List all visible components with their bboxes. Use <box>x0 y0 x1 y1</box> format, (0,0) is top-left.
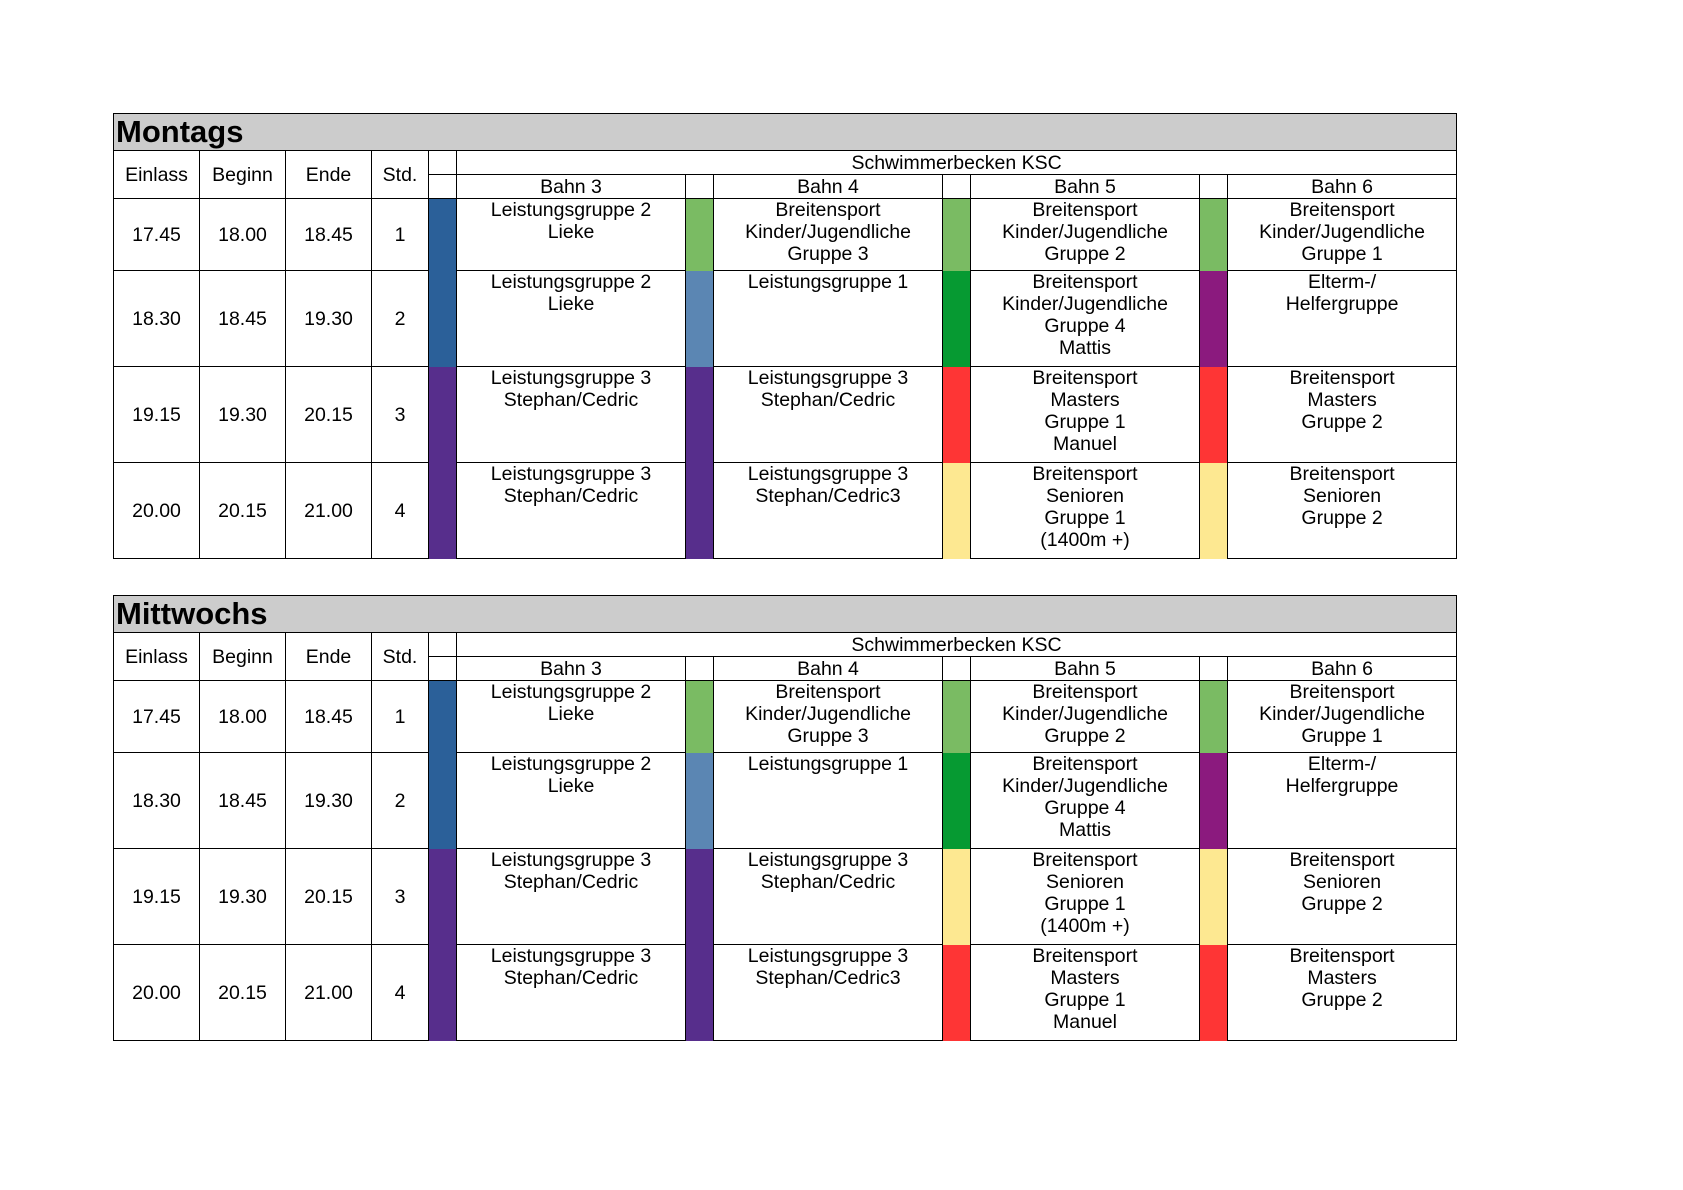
lane-text-line: Breitensport <box>775 681 881 703</box>
header-color-blank <box>686 175 714 199</box>
lane-text-line: Masters <box>1307 967 1377 989</box>
lane-cell-bahn3 <box>457 681 686 753</box>
lane-cell-bahn4 <box>714 681 943 753</box>
lane-color-marker <box>429 753 457 849</box>
lane-text-line: Helfergruppe <box>1285 293 1399 315</box>
time-einlass: 19.15 <box>114 367 200 463</box>
time-ende: 21.00 <box>286 945 372 1041</box>
lane-color-marker <box>686 849 714 945</box>
header-std: Std. <box>372 633 429 681</box>
lane-text-line: Stephan/Cedric <box>503 871 639 893</box>
header-ende: Ende <box>286 633 372 681</box>
header-pool: Schwimmerbecken KSC <box>457 633 1457 657</box>
lane-color-marker <box>429 849 457 945</box>
lane-text-line: Gruppe 4 <box>1044 315 1126 337</box>
time-std: 1 <box>372 681 429 753</box>
lane-text-line: Stephan/Cedric3 <box>755 967 901 989</box>
lane-cell-bahn5 <box>971 753 1200 849</box>
lane-text-line: Kinder/Jugendliche <box>1002 221 1168 243</box>
time-ende: 18.45 <box>286 681 372 753</box>
time-ende: 20.15 <box>286 367 372 463</box>
lane-cell-bahn3 <box>457 945 686 1041</box>
lane-text-line: Stephan/Cedric <box>503 389 639 411</box>
lane-cell-bahn4 <box>714 463 943 559</box>
time-std: 3 <box>372 849 429 945</box>
lane-cell-bahn3 <box>457 753 686 849</box>
lane-text-line: Breitensport <box>1032 463 1138 485</box>
header-beginn: Beginn <box>200 151 286 199</box>
lane-cell-bahn5 <box>971 945 1200 1041</box>
lane-text-line: Kinder/Jugendliche <box>1002 703 1168 725</box>
header-bahn6: Bahn 6 <box>1228 175 1457 199</box>
time-std: 4 <box>372 945 429 1041</box>
table-row <box>114 463 1457 559</box>
time-einlass: 19.15 <box>114 849 200 945</box>
lane-text-line: Gruppe 1 <box>1044 893 1126 915</box>
lane-text-line: Gruppe 1 <box>1044 989 1126 1011</box>
time-beginn: 20.15 <box>200 463 286 559</box>
time-ende: 19.30 <box>286 753 372 849</box>
lane-text-line: Gruppe 4 <box>1044 797 1126 819</box>
lane-text-line: Senioren <box>1045 485 1125 507</box>
lane-text-line: Gruppe 2 <box>1301 507 1383 529</box>
lane-text-line: Leistungsgruppe 3 <box>490 945 652 967</box>
header-bahn4: Bahn 4 <box>714 175 943 199</box>
lane-text-line: Gruppe 1 <box>1301 243 1383 265</box>
lane-color-marker <box>943 849 971 945</box>
lane-cell-bahn4 <box>714 199 943 271</box>
time-std: 1 <box>372 199 429 271</box>
lane-text-line: Manuel <box>1053 433 1117 455</box>
lane-text-line: Gruppe 2 <box>1044 725 1126 747</box>
lane-text-line: Gruppe 1 <box>1044 507 1126 529</box>
lane-cell-bahn6 <box>1228 753 1457 849</box>
header-einlass: Einlass <box>114 633 200 681</box>
schedule-rows <box>114 681 1457 1041</box>
lane-text-line: Gruppe 2 <box>1301 411 1383 433</box>
lane-text-line: Gruppe 3 <box>787 725 869 747</box>
lane-text-line: Leistungsgruppe 2 <box>490 753 652 775</box>
lane-text-line: Lieke <box>547 775 595 797</box>
lane-text-line: Breitensport <box>1032 367 1138 389</box>
lane-text-line: Breitensport <box>1032 199 1138 221</box>
header-spacer <box>429 633 457 657</box>
header-color-blank <box>943 175 971 199</box>
lane-text-line: Leistungsgruppe 3 <box>490 367 652 389</box>
lane-text-line: Masters <box>1307 389 1377 411</box>
lane-text-line: Breitensport <box>1032 849 1138 871</box>
table-row <box>114 199 1457 271</box>
time-beginn: 18.00 <box>200 199 286 271</box>
lane-cell-bahn3 <box>457 463 686 559</box>
time-std: 4 <box>372 463 429 559</box>
lane-cell-bahn6 <box>1228 367 1457 463</box>
day-title: Mittwochs <box>114 596 1457 633</box>
lane-text-line: Leistungsgruppe 2 <box>490 271 652 293</box>
time-beginn: 19.30 <box>200 849 286 945</box>
table-row <box>114 681 1457 753</box>
lane-color-marker <box>943 367 971 463</box>
lane-text-line: Mattis <box>1058 819 1111 841</box>
lane-cell-bahn5 <box>971 199 1200 271</box>
lane-cell-bahn5 <box>971 271 1200 367</box>
lane-text-line: Breitensport <box>1289 681 1395 703</box>
lane-cell-bahn6 <box>1228 849 1457 945</box>
lane-color-marker <box>1200 753 1228 849</box>
header-color-blank <box>1200 657 1228 681</box>
header-color-blank <box>943 657 971 681</box>
time-einlass: 17.45 <box>114 199 200 271</box>
lane-text-line: Masters <box>1050 967 1120 989</box>
lane-text-line: Breitensport <box>1032 271 1138 293</box>
lane-text-line: Breitensport <box>1289 945 1395 967</box>
table-row <box>114 945 1457 1041</box>
time-beginn: 19.30 <box>200 367 286 463</box>
lane-text-line: Breitensport <box>1289 367 1395 389</box>
lane-text-line: Kinder/Jugendliche <box>1259 221 1425 243</box>
lane-cell-bahn5 <box>971 849 1200 945</box>
lane-text-line: Breitensport <box>1289 849 1395 871</box>
lane-text-line: Kinder/Jugendliche <box>1002 293 1168 315</box>
lane-text-line: Leistungsgruppe 3 <box>747 463 909 485</box>
schedule-rows <box>114 199 1457 559</box>
lane-text-line: Breitensport <box>1032 945 1138 967</box>
header-std: Std. <box>372 151 429 199</box>
header-pool: Schwimmerbecken KSC <box>457 151 1457 175</box>
lane-color-marker <box>429 463 457 559</box>
lane-text-line: Senioren <box>1303 871 1382 893</box>
time-std: 2 <box>372 753 429 849</box>
time-std: 2 <box>372 271 429 367</box>
time-ende: 21.00 <box>286 463 372 559</box>
time-beginn: 20.15 <box>200 945 286 1041</box>
lane-text-line: Stephan/Cedric <box>503 485 639 507</box>
time-einlass: 17.45 <box>114 681 200 753</box>
header-color-blank <box>1200 175 1228 199</box>
lane-cell-bahn6 <box>1228 199 1457 271</box>
lane-text-line: Senioren <box>1303 485 1382 507</box>
table-row <box>114 271 1457 367</box>
lane-color-marker <box>943 463 971 559</box>
lane-text-line: Gruppe 1 <box>1301 725 1383 747</box>
lane-color-marker <box>943 681 971 753</box>
lane-color-marker <box>429 681 457 753</box>
time-beginn: 18.45 <box>200 271 286 367</box>
lane-text-line: Leistungsgruppe 2 <box>490 681 652 703</box>
lane-color-marker <box>686 367 714 463</box>
header-spacer <box>429 151 457 175</box>
lane-cell-bahn4 <box>714 753 943 849</box>
lane-text-line: Leistungsgruppe 3 <box>747 849 909 871</box>
lane-text-line: Stephan/Cedric <box>760 871 896 893</box>
lane-text-line: Gruppe 2 <box>1044 243 1126 265</box>
time-beginn: 18.00 <box>200 681 286 753</box>
lane-color-marker <box>686 681 714 753</box>
lane-text-line: Leistungsgruppe 3 <box>490 849 652 871</box>
lane-text-line: (1400m +) <box>1040 529 1130 551</box>
lane-cell-bahn3 <box>457 199 686 271</box>
lane-text-line: Gruppe 2 <box>1301 893 1383 915</box>
header-bahn5: Bahn 5 <box>971 175 1200 199</box>
time-ende: 19.30 <box>286 271 372 367</box>
lane-text-line: Leistungsgruppe 3 <box>747 367 909 389</box>
lane-cell-bahn3 <box>457 367 686 463</box>
lane-text-line: Stephan/Cedric3 <box>755 485 901 507</box>
header-ende: Ende <box>286 151 372 199</box>
lane-text-line: Breitensport <box>1289 199 1395 221</box>
lane-color-marker <box>686 271 714 367</box>
lane-text-line: Lieke <box>547 293 595 315</box>
lane-cell-bahn6 <box>1228 463 1457 559</box>
lane-text-line: Elterm-/ <box>1307 753 1377 775</box>
lane-color-marker <box>1200 681 1228 753</box>
lane-text-line: Leistungsgruppe 3 <box>490 463 652 485</box>
time-ende: 18.45 <box>286 199 372 271</box>
lane-color-marker <box>943 753 971 849</box>
lane-text-line: Breitensport <box>1032 681 1138 703</box>
header-bahn6: Bahn 6 <box>1228 657 1457 681</box>
lane-text-line: Kinder/Jugendliche <box>1259 703 1425 725</box>
lane-cell-bahn4 <box>714 367 943 463</box>
lane-color-marker <box>686 199 714 271</box>
lane-text-line: Gruppe 1 <box>1044 411 1126 433</box>
lane-color-marker <box>429 271 457 367</box>
time-einlass: 18.30 <box>114 271 200 367</box>
header-color-blank <box>429 175 457 199</box>
table-row <box>114 849 1457 945</box>
lane-color-marker <box>429 199 457 271</box>
lane-text-line: Manuel <box>1053 1011 1117 1033</box>
lane-color-marker <box>1200 849 1228 945</box>
lane-text-line: Breitensport <box>775 199 881 221</box>
lane-text-line: Stephan/Cedric <box>760 389 896 411</box>
table-row <box>114 753 1457 849</box>
lane-text-line: Gruppe 3 <box>787 243 869 265</box>
lane-color-marker <box>943 945 971 1041</box>
lane-text-line: Lieke <box>547 221 595 243</box>
lane-cell-bahn5 <box>971 463 1200 559</box>
lane-color-marker <box>1200 463 1228 559</box>
lane-text-line: (1400m +) <box>1040 915 1130 937</box>
lane-cell-bahn5 <box>971 681 1200 753</box>
lane-cell-bahn4 <box>714 271 943 367</box>
lane-text-line: Kinder/Jugendliche <box>1002 775 1168 797</box>
header-bahn3: Bahn 3 <box>457 175 686 199</box>
lane-text-line: Breitensport <box>1289 463 1395 485</box>
lane-color-marker <box>429 367 457 463</box>
lane-color-marker <box>1200 271 1228 367</box>
lane-text-line: Leistungsgruppe 2 <box>490 199 652 221</box>
lane-color-marker <box>686 945 714 1041</box>
schedule-table-montags <box>113 113 1457 559</box>
lane-color-marker <box>429 945 457 1041</box>
time-ende: 20.15 <box>286 849 372 945</box>
header-beginn: Beginn <box>200 633 286 681</box>
header-color-blank <box>429 657 457 681</box>
time-einlass: 20.00 <box>114 945 200 1041</box>
lane-text-line: Leistungsgruppe 3 <box>747 945 909 967</box>
lane-text-line: Mattis <box>1058 337 1111 359</box>
lane-text-line: Helfergruppe <box>1285 775 1399 797</box>
lane-cell-bahn6 <box>1228 271 1457 367</box>
lane-cell-bahn6 <box>1228 681 1457 753</box>
lane-text-line: Leistungsgruppe 1 <box>747 753 909 775</box>
header-einlass: Einlass <box>114 151 200 199</box>
lane-cell-bahn5 <box>971 367 1200 463</box>
header-bahn3: Bahn 3 <box>457 657 686 681</box>
time-std: 3 <box>372 367 429 463</box>
day-title: Montags <box>114 114 1457 151</box>
lane-text-line: Gruppe 2 <box>1301 989 1383 1011</box>
lane-text-line: Lieke <box>547 703 595 725</box>
lane-cell-bahn3 <box>457 849 686 945</box>
header-bahn5: Bahn 5 <box>971 657 1200 681</box>
lane-color-marker <box>1200 199 1228 271</box>
lane-color-marker <box>1200 945 1228 1041</box>
lane-text-line: Senioren <box>1045 871 1125 893</box>
lane-cell-bahn6 <box>1228 945 1457 1041</box>
lane-color-marker <box>1200 367 1228 463</box>
header-color-blank <box>686 657 714 681</box>
time-beginn: 18.45 <box>200 753 286 849</box>
lane-text-line: Elterm-/ <box>1307 271 1377 293</box>
schedule-table-mittwochs <box>113 595 1457 1041</box>
lane-text-line: Kinder/Jugendliche <box>745 703 911 725</box>
lane-cell-bahn4 <box>714 945 943 1041</box>
lane-cell-bahn3 <box>457 271 686 367</box>
lane-text-line: Breitensport <box>1032 753 1138 775</box>
lane-cell-bahn4 <box>714 849 943 945</box>
header-bahn4: Bahn 4 <box>714 657 943 681</box>
time-einlass: 20.00 <box>114 463 200 559</box>
lane-color-marker <box>943 271 971 367</box>
lane-text-line: Kinder/Jugendliche <box>745 221 911 243</box>
lane-text-line: Leistungsgruppe 1 <box>747 271 909 293</box>
lane-color-marker <box>943 199 971 271</box>
lane-color-marker <box>686 753 714 849</box>
lane-text-line: Masters <box>1050 389 1120 411</box>
time-einlass: 18.30 <box>114 753 200 849</box>
lane-color-marker <box>686 463 714 559</box>
table-row <box>114 367 1457 463</box>
lane-text-line: Stephan/Cedric <box>503 967 639 989</box>
